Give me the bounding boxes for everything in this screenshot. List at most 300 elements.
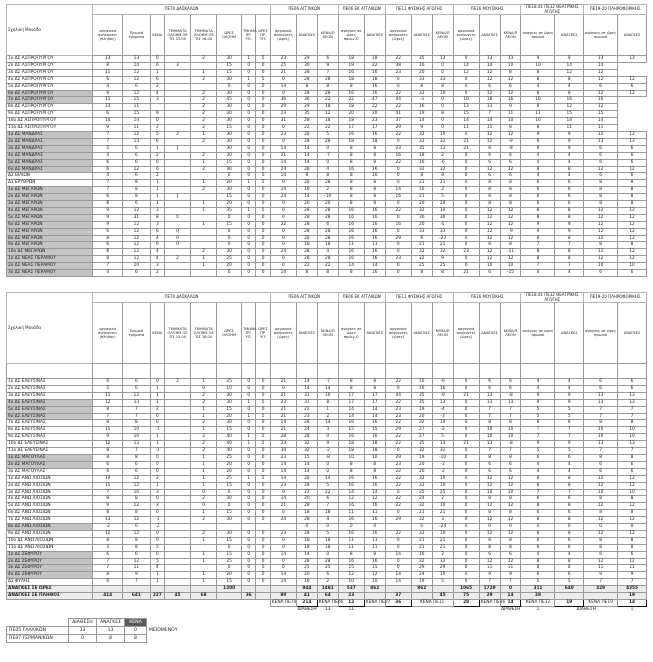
cell-value: 23	[364, 118, 385, 125]
cell-value: 1	[317, 406, 338, 413]
cell-value: 30	[217, 166, 242, 173]
cell-value: 32	[296, 441, 317, 448]
cell-value: 7	[93, 263, 123, 270]
bottom-sub-header: ΑΝΑΓΚΕΣ	[411, 303, 432, 364]
cell-value: 6	[123, 468, 150, 475]
cell-value: 9	[93, 503, 123, 510]
cell-value: 8	[479, 537, 500, 544]
cell-value: 29	[270, 104, 296, 111]
top-sub-header: ΚΕΝΑ	[150, 15, 164, 56]
cell-value: 8	[93, 249, 123, 256]
school-name: 2ο ΔΣ ΜΕΓΑΡΩΝ	[7, 194, 93, 201]
bottom-school-row	[7, 496, 647, 503]
cell-value: 0	[270, 235, 296, 242]
cell-value: 25	[217, 558, 242, 565]
totals-value	[411, 593, 432, 600]
cell-value: 0	[242, 468, 256, 475]
cell-value: 8	[479, 420, 500, 427]
cell-value: 0	[453, 201, 479, 208]
cell-value: 16	[338, 517, 364, 524]
cell-value: 10	[584, 489, 618, 496]
cell-value: 0	[256, 392, 270, 399]
totals-value: 944	[296, 586, 317, 593]
cell-value: 25	[432, 263, 453, 270]
cell-value: 12	[618, 76, 647, 83]
cell-value: 5	[256, 413, 270, 420]
cell-value: 0	[256, 489, 270, 496]
cell-value: 3	[150, 207, 164, 214]
cell-value: 14	[270, 468, 296, 475]
cell-value: 33	[432, 228, 453, 235]
cell-value: 34	[270, 448, 296, 455]
cell-value: 0	[432, 97, 453, 104]
cell-value: 28	[317, 256, 338, 263]
cell-value	[191, 194, 217, 201]
cell-value: 0	[256, 242, 270, 249]
top-sub-header: ΚΕΝΑ/Π ΛΕΟΝ	[317, 15, 338, 56]
cell-value: 21	[432, 242, 453, 249]
cell-value: 8	[93, 201, 123, 208]
totals-value	[364, 593, 385, 600]
cell-value: 12	[338, 572, 364, 579]
cell-value: 0	[453, 214, 479, 221]
cell-value: 21	[270, 152, 296, 159]
cell-value: 6	[618, 159, 647, 166]
cell-value: 32	[432, 558, 453, 565]
cell-value: 2	[191, 420, 217, 427]
cell-value: 11	[338, 537, 364, 544]
cell-value: 0	[256, 544, 270, 551]
cell-value: 1	[242, 207, 256, 214]
cell-value: 0	[256, 420, 270, 427]
cell-value: 0	[453, 166, 479, 173]
cell-value: 9	[317, 62, 338, 69]
cell-value: 14	[270, 461, 296, 468]
cell-value: 32	[411, 420, 432, 427]
cell-value: 4	[521, 159, 555, 166]
cell-value: 0	[256, 263, 270, 270]
cell-value: 16	[338, 420, 364, 427]
cell-value: 28	[296, 482, 317, 489]
cell-value: 12	[479, 530, 500, 537]
cell-value: 11	[123, 125, 150, 132]
cell-value: 4	[555, 379, 584, 386]
cell-value: 18	[317, 104, 338, 111]
cell-value: 0	[453, 406, 479, 413]
cell-value	[191, 270, 217, 277]
totals-value	[256, 593, 270, 600]
cell-value	[150, 104, 164, 111]
cell-value: 8	[618, 537, 647, 544]
cell-value: 16	[338, 530, 364, 537]
cell-value: 6	[93, 242, 123, 249]
totals-value: 311	[521, 586, 555, 593]
school-name: 3ο ΔΣ ΜΕΓΑΡΩΝ	[7, 201, 93, 208]
cell-value: 8	[338, 194, 364, 201]
bottom-group-pe32: ΠΕ18.41 ΠΕ32 ΘΕΑΤΡΙΚΗΣ ΑΓΩΓΗΣ	[521, 293, 584, 303]
cell-value: 12	[618, 214, 647, 221]
cell-value: 32	[296, 448, 317, 455]
cell-value: 8	[364, 145, 385, 152]
cell-value: 33	[411, 76, 432, 83]
school-name: 9ο ΔΣ ΑΣΠΡΟΠΥΡΓΟΥ	[7, 111, 93, 118]
cell-value: 0	[256, 503, 270, 510]
cell-value: 8	[364, 180, 385, 187]
cell-value: 2	[191, 111, 217, 118]
cell-value: 16	[411, 379, 432, 386]
cell-value: 12	[123, 475, 150, 482]
school-name: 10ο ΔΣ ΑΝΩ ΛΙΟΣΙΩΝ	[7, 537, 93, 544]
cell-value: 0	[453, 544, 479, 551]
cell-value: 2	[150, 152, 164, 159]
cell-value: 1	[191, 131, 217, 138]
cell-value	[164, 454, 190, 461]
cell-value: 15	[217, 537, 242, 544]
cell-value: 2	[191, 392, 217, 399]
cell-value: 12	[453, 69, 479, 76]
cell-value: 14	[296, 379, 317, 386]
summary-note: ΜΕΙΟΜΕΝΟΥ	[149, 628, 178, 633]
cell-value: -2	[150, 524, 164, 531]
diathesi-cell: 11	[348, 606, 354, 612]
cell-value: 12	[479, 517, 500, 524]
school-name: 2ο ΔΣ ΑΝΩ ΛΙΟΣΙΩΝ	[7, 482, 93, 489]
cell-value: 30	[217, 496, 242, 503]
cell-value: 6	[93, 166, 123, 173]
cell-value	[164, 187, 190, 194]
cell-value: 17	[364, 125, 385, 132]
cell-value: 9	[555, 228, 584, 235]
cell-value: 1	[150, 187, 164, 194]
cell-value: 7	[521, 427, 555, 434]
cell-value: 6	[150, 166, 164, 173]
cell-value: 0	[242, 249, 256, 256]
cell-value	[164, 249, 190, 256]
cell-value: 6	[618, 270, 647, 277]
cell-value: 0	[296, 524, 317, 531]
cell-value: 2	[191, 152, 217, 159]
cell-value: 1	[191, 221, 217, 228]
cell-value: 31	[123, 214, 150, 221]
cell-value: 8	[338, 468, 364, 475]
cell-value: 8	[338, 461, 364, 468]
top-school-row	[7, 76, 647, 83]
bottom-school-row	[7, 551, 647, 558]
cell-value: 6	[317, 221, 338, 228]
cell-value	[164, 97, 190, 104]
cell-value: 3	[150, 97, 164, 104]
cell-value: 2	[150, 125, 164, 132]
cell-value	[242, 524, 256, 531]
cell-value: 18	[338, 104, 364, 111]
cell-value: 12	[123, 166, 150, 173]
cell-value: 1	[150, 194, 164, 201]
cell-value: 0	[453, 90, 479, 97]
cell-value: 0	[242, 461, 256, 468]
cell-value: 8	[432, 83, 453, 90]
cell-value: 1	[150, 69, 164, 76]
cell-value: 25	[296, 565, 317, 572]
cell-value: 12	[618, 517, 647, 524]
cell-value: 7	[500, 448, 521, 455]
cell-value: 0	[242, 104, 256, 111]
cell-value: 8	[521, 565, 555, 572]
cell-value: 6	[479, 385, 500, 392]
top-school-row	[7, 166, 647, 173]
diathesi-cell: ΔΙΑΘΕΣΗ	[297, 606, 317, 612]
school-name: 3ο ΔΣ ΑΝΩ ΛΙΟΣΙΩΝ	[7, 489, 93, 496]
cell-value: 6	[555, 201, 584, 208]
cell-value: 15	[364, 427, 385, 434]
top-sub-header: ανάγκες σε ώρες πρωινό	[584, 15, 618, 56]
school-name: 5ο ΔΣ ΑΝΩ ΛΙΟΣΙΩΝ	[7, 503, 93, 510]
cell-value: 12	[123, 235, 150, 242]
diathesi-cell: ΔΙΑΘΕΣΗ	[501, 606, 521, 612]
cell-value: 14	[411, 118, 432, 125]
cell-value: 29	[432, 565, 453, 572]
cell-value: 8	[618, 544, 647, 551]
cell-value: 8	[364, 468, 385, 475]
cell-value: 0	[242, 242, 256, 249]
cell-value: -3	[432, 413, 453, 420]
cell-value: 1	[150, 145, 164, 152]
cell-value: 22	[385, 399, 411, 406]
cell-value: 16	[364, 214, 385, 221]
cell-value: 16	[385, 194, 411, 201]
cell-value: -7	[317, 379, 338, 386]
cell-value: 9	[555, 145, 584, 152]
cell-value: 8	[364, 194, 385, 201]
top-school-row	[7, 62, 647, 69]
cell-value: 15	[217, 221, 242, 228]
school-name: 3ο ΔΣ ΝΕΑΣ ΠΕΡΑΜΟΥ	[7, 270, 93, 277]
cell-value: 11	[584, 565, 618, 572]
cell-value: 16	[364, 207, 385, 214]
cell-value: 7	[555, 489, 584, 496]
cell-value: 11	[500, 111, 521, 118]
cell-value: 6	[479, 461, 500, 468]
cell-value: 2	[191, 187, 217, 194]
cell-value: 1	[242, 434, 256, 441]
cell-value: 0	[242, 97, 256, 104]
cell-value: 5	[521, 448, 555, 455]
totals-row	[7, 586, 647, 593]
cell-value: 28	[296, 475, 317, 482]
totals-value: 19	[618, 593, 647, 600]
bottom-sub-header: ΑΝΑΓΚΕΣ	[479, 303, 500, 364]
cell-value: 8	[479, 496, 500, 503]
cell-value: 5	[256, 56, 270, 63]
bottom-sub-header: οργανικά ανήκοντες (ώρες)	[385, 303, 411, 364]
cell-value	[164, 221, 190, 228]
cell-value: 8	[521, 235, 555, 242]
bottom-sub-header: ΑΝΑΓΚΕΣ	[555, 303, 584, 364]
cell-value: 0	[453, 413, 479, 420]
cell-value: 0	[317, 551, 338, 558]
cell-value: 21	[411, 242, 432, 249]
top-school-row	[7, 152, 647, 159]
cell-value: 16	[364, 131, 385, 138]
cell-value: 10	[123, 263, 150, 270]
cell-value: 0	[150, 413, 164, 420]
kena-label: ΚΕΝΑ ΠΕ06	[318, 600, 344, 605]
bottom-group-pe11: ΠΕ11 ΦΥΣΙΚΗΣ ΑΓΩΓΗΣ	[385, 293, 453, 303]
cell-value: 8	[123, 537, 150, 544]
bottom-school-row	[7, 406, 647, 413]
top-school-row	[7, 131, 647, 138]
cell-value: 13	[432, 441, 453, 448]
cell-value: 28	[317, 138, 338, 145]
cell-value: 16	[411, 187, 432, 194]
cell-value: 0	[385, 242, 411, 249]
cell-value: 0	[385, 270, 411, 277]
cell-value: 9	[555, 221, 584, 228]
cell-value: 16	[584, 97, 618, 104]
cell-value: 12	[479, 256, 500, 263]
cell-value: 15	[217, 510, 242, 517]
school-name: 3ο ΔΣ ΑΣΠΡΟΠΥΡΓΟΥ	[7, 69, 93, 76]
cell-value: 15	[296, 454, 317, 461]
totals-value	[385, 586, 411, 593]
cell-value: 27	[411, 427, 432, 434]
cell-value: 13	[479, 104, 500, 111]
cell-value: 8	[364, 385, 385, 392]
cell-value: 23	[270, 441, 296, 448]
cell-value: 18	[317, 242, 338, 249]
cell-value: 0	[453, 537, 479, 544]
cell-value: 18	[338, 56, 364, 63]
cell-value: 0	[242, 235, 256, 242]
cell-value: 12	[500, 221, 521, 228]
school-name: 4ο ΔΣ ΑΝΩ ΛΙΟΣΙΩΝ	[7, 496, 93, 503]
cell-value: 8	[479, 544, 500, 551]
cell-value	[191, 565, 217, 572]
cell-value: 8	[555, 517, 584, 524]
cell-value: 0	[453, 524, 479, 531]
cell-value: 14	[453, 62, 479, 69]
cell-value: 2	[191, 138, 217, 145]
cell-value: 16	[338, 214, 364, 221]
cell-value: 0	[385, 448, 411, 455]
cell-value: 10	[500, 427, 521, 434]
cell-value: 0	[217, 228, 242, 235]
cell-value: 23	[385, 145, 411, 152]
top-school-row	[7, 194, 647, 201]
cell-value: 12	[584, 76, 618, 83]
school-name: 9ο ΔΣ ΕΛΕΥΣΙΝΑΣ	[7, 434, 93, 441]
cell-value: 11	[93, 69, 123, 76]
school-name: ΔΣ ΦΥΛΗΣ	[7, 579, 93, 586]
top-school-row	[7, 214, 647, 221]
cell-value: 1	[150, 572, 164, 579]
cell-value: 18	[364, 76, 385, 83]
cell-value: 7	[93, 138, 123, 145]
kena-value: 28	[453, 600, 479, 607]
bottom-sub-header: ΚΕΝΑ/Π ΛΕΟΝ	[317, 303, 338, 364]
cell-value: 6	[618, 173, 647, 180]
cell-value: -23	[432, 235, 453, 242]
cell-value: -9	[500, 138, 521, 145]
cell-value: 40	[217, 441, 242, 448]
cell-value: 8	[584, 187, 618, 194]
bottom-group-pe06b: ΠΕ06 ΕΚ ΑΓΓΛΙΚΩΝ	[338, 293, 385, 303]
cell-value: 18	[338, 138, 364, 145]
school-name: 7ο ΔΣ ΜΕΓΑΡΩΝ	[7, 228, 93, 235]
cell-value: 9	[93, 125, 123, 132]
cell-value: 27	[411, 434, 432, 441]
cell-value: -15	[500, 270, 521, 277]
cell-value: 4	[150, 565, 164, 572]
cell-value: 11	[338, 242, 364, 249]
cell-value: -1	[150, 517, 164, 524]
cell-value: 22	[317, 263, 338, 270]
cell-value: 1	[150, 392, 164, 399]
cell-value: 13	[584, 441, 618, 448]
cell-value: 1	[150, 385, 164, 392]
cell-value: 32	[411, 475, 432, 482]
cell-value: 11	[479, 565, 500, 572]
cell-value: 12	[500, 475, 521, 482]
cell-value: 2	[150, 475, 164, 482]
cell-value: 15	[217, 406, 242, 413]
school-name: 10ο ΔΣ ΑΣΠΡΟΠΥΡΓΟΥ	[7, 118, 93, 125]
cell-value	[164, 524, 190, 531]
cell-value	[164, 572, 190, 579]
cell-value: 0	[385, 489, 411, 496]
cell-value: 23	[270, 131, 296, 138]
school-name: 7ο ΔΣ ΑΝΩ ΛΙΟΣΙΩΝ	[7, 517, 93, 524]
cell-value: 8	[500, 69, 521, 76]
cell-value: 33	[432, 76, 453, 83]
school-name: 4ο ΔΣ ΑΣΠΡΟΠΥΡΓΟΥ	[7, 76, 93, 83]
cell-value: 10	[584, 263, 618, 270]
cell-value: 0	[453, 56, 479, 63]
cell-value: 0	[242, 145, 256, 152]
top-school-header: Σχολική Μονάδα	[7, 5, 93, 56]
cell-value: 10	[123, 427, 150, 434]
cell-value: 0	[256, 90, 270, 97]
cell-value: 0	[385, 544, 411, 551]
totals-value: 862	[364, 586, 385, 593]
cell-value: 12	[338, 496, 364, 503]
cell-value: -10	[432, 454, 453, 461]
cell-value	[191, 145, 217, 152]
cell-value: 20	[217, 572, 242, 579]
cell-value	[164, 118, 190, 125]
cell-value: 8	[479, 187, 500, 194]
cell-value: 7	[93, 413, 123, 420]
cell-value: 21	[453, 145, 479, 152]
cell-value: 32	[411, 138, 432, 145]
cell-value: 6	[521, 510, 555, 517]
top-school-row	[7, 83, 647, 90]
cell-value: 22	[364, 62, 385, 69]
cell-value	[191, 62, 217, 69]
cell-value: 13	[479, 392, 500, 399]
top-sub-header: ΤΜΗΜΑ ΠΡ. ΥΠ.	[242, 15, 256, 56]
cell-value: 8	[555, 249, 584, 256]
cell-value: 10	[338, 579, 364, 586]
cell-value: 8	[618, 496, 647, 503]
cell-value: 38	[385, 62, 411, 69]
cell-value: 6	[123, 201, 150, 208]
cell-value: 6	[618, 461, 647, 468]
cell-value: 29	[385, 517, 411, 524]
cell-value: 23	[385, 413, 411, 420]
diathesi-spacer	[364, 606, 500, 612]
cell-value: 32	[432, 448, 453, 455]
cell-value: 12	[123, 503, 150, 510]
